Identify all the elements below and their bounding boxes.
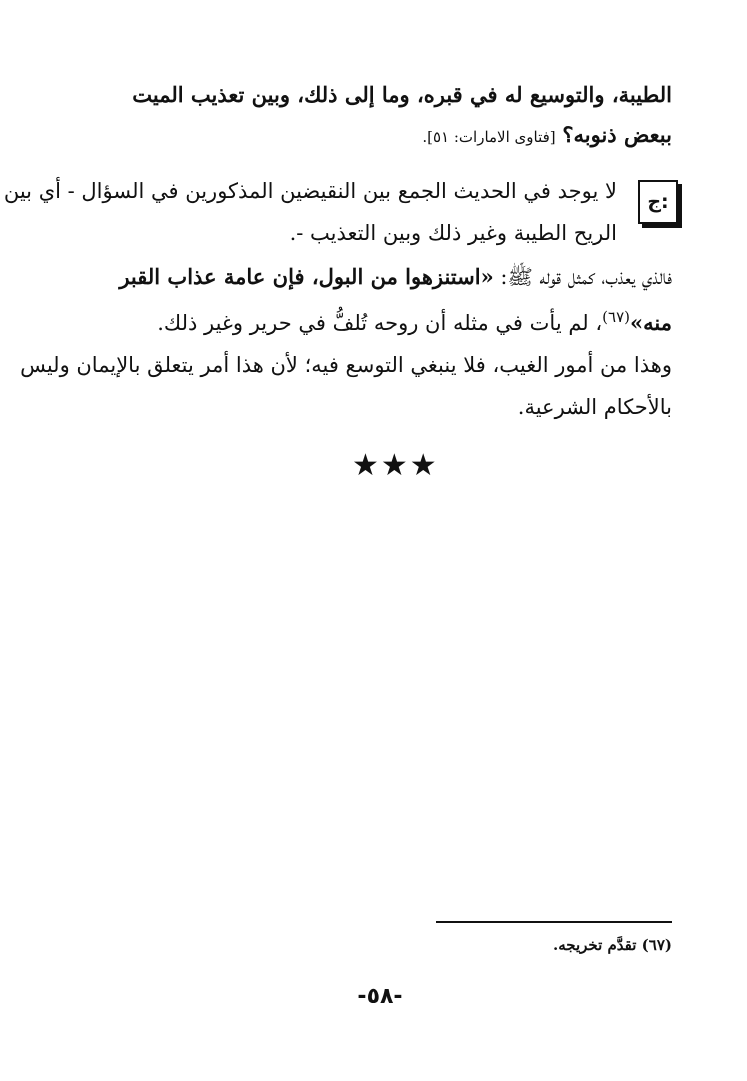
answer-line-3-text: فالذي يعذب، كمثل قوله ﷺ: bbox=[500, 265, 672, 289]
section-separator: ★★★ bbox=[352, 448, 439, 483]
answer-line-5: وهذا من أمور الغيب، فلا ينبغي التوسع فيه؛ لأن هذا أمر يتعلق بالإيمان وليس bbox=[20, 353, 672, 377]
page-number: -٥٨- bbox=[357, 984, 403, 1009]
footnote-marker: (٦٧) bbox=[602, 308, 631, 326]
footnote-divider bbox=[436, 921, 672, 923]
question-line-2 bbox=[422, 120, 672, 152]
answer-line-4 bbox=[157, 302, 672, 338]
question-reference: [فتاوى الامارات: ٥١]. bbox=[422, 128, 556, 146]
footnote: (٦٧) تقدَّم تخريجه. bbox=[553, 936, 672, 954]
question-line-1: الطيبة، والتوسيع له في قبره، وما إلى ذلك، وبين تعذيب الميت bbox=[132, 82, 672, 107]
question-end: ببعض ذنوبه؟ bbox=[562, 122, 672, 147]
hadith-quote-start: «استنزهوا من البول، فإن عامة عذاب القبر bbox=[119, 264, 494, 289]
answer-label: ج: bbox=[647, 191, 669, 213]
answer-label-box bbox=[638, 180, 678, 224]
answer-line-3 bbox=[119, 262, 672, 292]
answer-line-6: بالأحكام الشرعية. bbox=[517, 395, 672, 419]
answer-line-1: لا يوجد في الحديث الجمع بين النقيضين المذكورين في السؤال - أي بين bbox=[3, 179, 617, 203]
answer-line-4-text: ، لم يأت في مثله أن روحه تُلفُّ في حرير وغير ذلك. bbox=[157, 311, 603, 335]
hadith-quote-end: منه» bbox=[630, 310, 672, 335]
answer-line-2: الريح الطيبة وغير ذلك وبين التعذيب -. bbox=[289, 221, 617, 245]
